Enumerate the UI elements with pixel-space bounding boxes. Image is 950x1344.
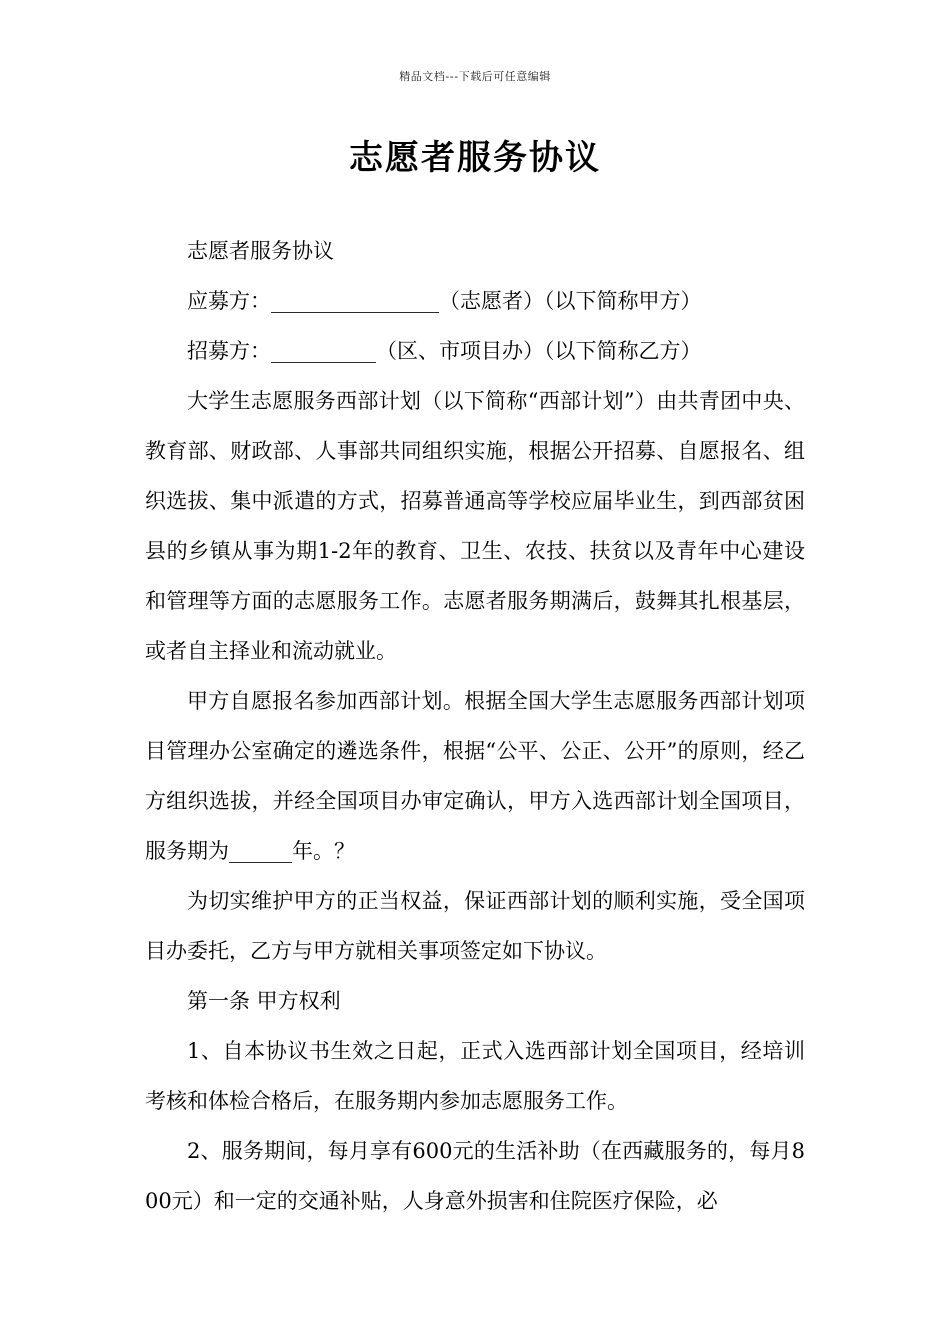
clause-item: 1、自本协议书生效之日起，正式入选西部计划全国项目，经培训考核和体检合格后，在服务期内参加志愿服务工作。 — [145, 1039, 805, 1113]
paragraph-subtitle: 志愿者服务协议 — [187, 239, 334, 263]
paragraph-intro: 大学生志愿服务西部计划（以下简称“西部计划”）由共青团中央、教育部、财政部、人事部共同组织实施，根据公开招募、自愿报名、组织选拔、集中派遣的方式，招募普通高等学校应届毕业生，到西部贫困县的乡镇从事为期1-2年的教育、卫生、农技、扶贫以及青年中心建设和管理等方面的志愿服务工作。志愿者服务期满后，鼓舞其扎根基层，或者自主择业和流动就业。 — [145, 389, 805, 663]
document-body — [145, 226, 805, 1226]
document-title: 志愿者服务协议 — [349, 138, 601, 178]
clause-item: 2、服务期间，每月享有600元的生活补助（在西藏服务的，每月800元）和一定的交通补贴，人身意外损害和住院医疗保险，必 — [145, 1139, 805, 1213]
header-note: 精品文档---下载后可任意编辑 — [399, 70, 551, 83]
paragraph-selection: 甲方自愿报名参加西部计划。根据全国大学生志愿服务西部计划项目管理办公室确定的遴选条件，根据“公平、公正、公开”的原则，经乙方组织选拔，并经全国项目办审定确认，甲方入选西部计划全国项目，服务期为______年。？ — [145, 689, 805, 863]
paragraph-purpose: 为切实维护甲方的正当权益，保证西部计划的顺利实施，受全国项目办委托，乙方与甲方就相关事项签定如下协议。 — [145, 889, 805, 963]
paragraph-party-a: 应募方：________________（志愿者）（以下简称甲方） — [187, 289, 702, 313]
paragraph-party-b: 招募方：__________（区、市项目办）（以下简称乙方） — [187, 339, 702, 363]
article-heading: 第一条 甲方权利 — [187, 989, 341, 1013]
